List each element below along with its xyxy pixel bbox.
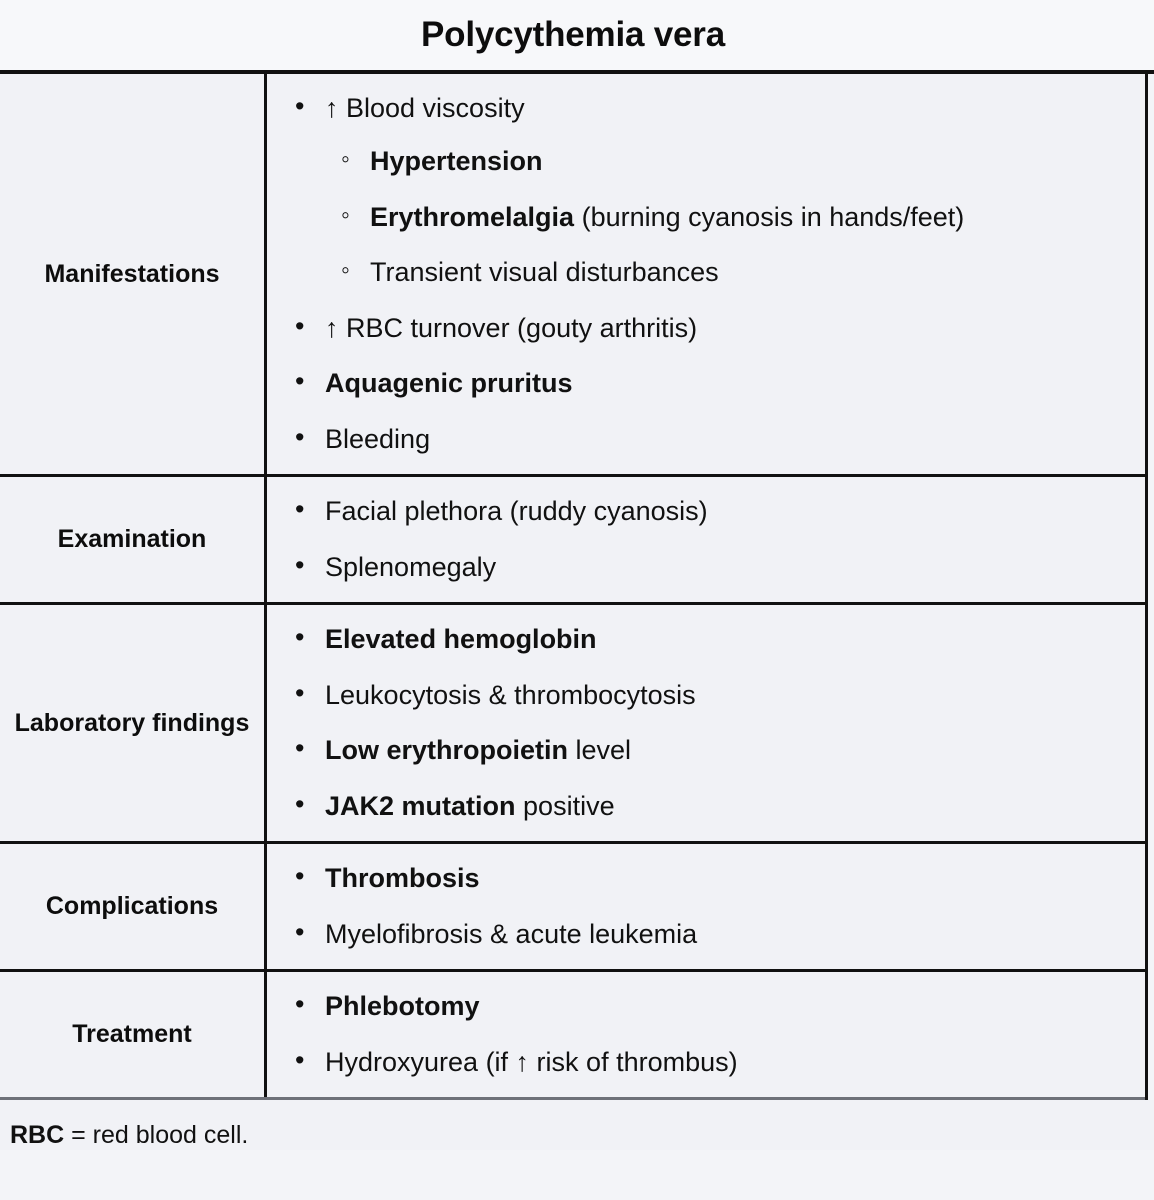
list-item bbox=[267, 551, 1141, 584]
footnote-definition: = red blood cell. bbox=[64, 1120, 249, 1149]
row-label-examination: Examination bbox=[0, 477, 267, 602]
row-content bbox=[267, 74, 1145, 474]
list-item-emphasis: Elevated hemoglobin bbox=[325, 624, 597, 655]
row-label-laboratory-findings: Laboratory findings bbox=[0, 605, 267, 841]
row-content bbox=[267, 477, 1145, 602]
list-item-text: Myelofibrosis & acute leukemia bbox=[325, 918, 698, 949]
list-item bbox=[267, 623, 1141, 656]
list-item bbox=[267, 367, 1141, 400]
list-item-emphasis: Thrombosis bbox=[325, 863, 480, 894]
list-item-text: ↑ RBC turnover (gouty arthritis) bbox=[325, 312, 698, 343]
table-row bbox=[0, 844, 1145, 972]
row-label-complications: Complications bbox=[0, 844, 267, 969]
bullet-list bbox=[267, 623, 1141, 823]
row-content bbox=[267, 605, 1145, 841]
list-item bbox=[267, 790, 1141, 823]
list-item bbox=[267, 990, 1141, 1023]
list-item-emphasis: Low erythropoietin bbox=[325, 735, 568, 766]
table-row bbox=[0, 605, 1145, 844]
list-item-emphasis: JAK2 mutation bbox=[325, 790, 516, 821]
list-item-text: Leukocytosis & thrombocytosis bbox=[325, 679, 696, 710]
sub-list-item-emphasis: Hypertension bbox=[370, 146, 543, 177]
list-item bbox=[267, 92, 1141, 290]
list-item bbox=[267, 1046, 1141, 1079]
bullet-list bbox=[267, 990, 1141, 1079]
bullet-list bbox=[267, 92, 1141, 456]
footnote bbox=[0, 1100, 1154, 1150]
sub-list-item-text: Transient visual disturbances bbox=[370, 257, 719, 288]
list-item-emphasis: Aquagenic pruritus bbox=[325, 368, 573, 399]
row-label-manifestations: Manifestations bbox=[0, 74, 267, 474]
row-content bbox=[267, 844, 1145, 969]
sub-list-item bbox=[325, 201, 1141, 234]
list-item bbox=[267, 423, 1141, 456]
bullet-list bbox=[267, 495, 1141, 584]
list-item-emphasis: Phlebotomy bbox=[325, 991, 480, 1022]
sub-list-item-emphasis: Erythromelalgia bbox=[370, 201, 575, 232]
list-item-text: ↑ Blood viscosity bbox=[325, 93, 525, 123]
list-item-text: positive bbox=[515, 790, 615, 821]
page-title: Polycythemia vera bbox=[421, 15, 725, 54]
sub-list-item bbox=[325, 256, 1141, 289]
sub-list-item-text: (burning cyanosis in hands/feet) bbox=[574, 201, 965, 232]
table-row bbox=[0, 972, 1145, 1100]
footnote-abbreviation: RBC bbox=[10, 1120, 65, 1149]
table-row bbox=[0, 477, 1145, 605]
clinical-summary-table bbox=[0, 74, 1148, 1100]
list-item-text: level bbox=[568, 735, 632, 766]
list-item-text: Splenomegaly bbox=[325, 551, 497, 582]
table-row bbox=[0, 74, 1145, 477]
sub-bullet-list bbox=[325, 145, 1141, 289]
bullet-list bbox=[267, 862, 1141, 951]
list-item-text: Facial plethora (ruddy cyanosis) bbox=[325, 496, 708, 527]
table-title-band bbox=[0, 0, 1154, 74]
list-item bbox=[267, 312, 1141, 345]
list-item bbox=[267, 862, 1141, 895]
list-item bbox=[267, 495, 1141, 528]
list-item bbox=[267, 734, 1141, 767]
row-content bbox=[267, 972, 1145, 1097]
list-item-text: Bleeding bbox=[325, 423, 431, 454]
list-item-text: Hydroxyurea (if ↑ risk of thrombus) bbox=[325, 1046, 738, 1077]
row-label-treatment: Treatment bbox=[0, 972, 267, 1097]
list-item bbox=[267, 679, 1141, 712]
list-item bbox=[267, 918, 1141, 951]
sub-list-item bbox=[325, 145, 1141, 178]
